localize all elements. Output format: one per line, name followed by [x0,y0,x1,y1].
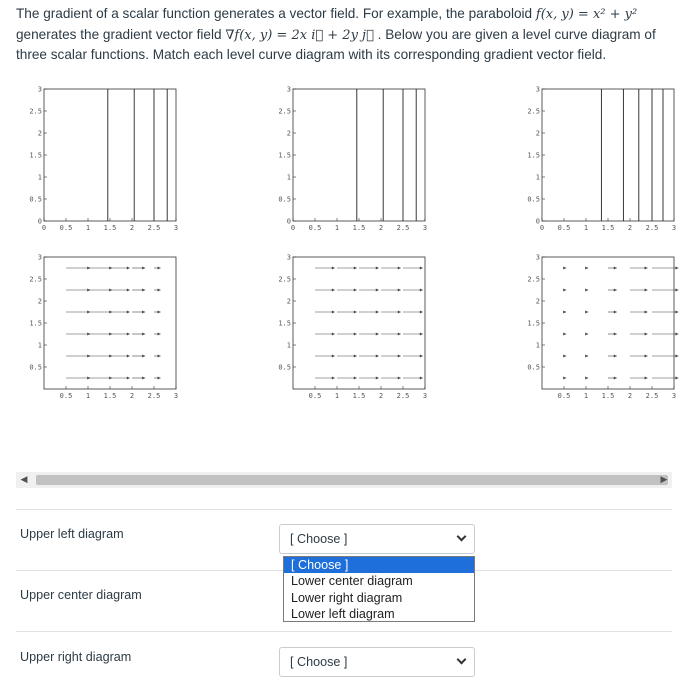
x-tick-label: 3 [422,224,428,232]
plot-frame [542,89,674,221]
arrow-head [142,311,145,314]
arrow-head [354,311,357,314]
x-tick-label: 3 [671,392,677,400]
y-tick-label: 2.5 [278,107,291,116]
y-tick-label: 1.5 [278,151,291,160]
x-tick-label: 2.5 [645,392,659,400]
arrow-head [585,311,588,314]
x-tick-label: 1.5 [103,392,117,400]
arrow-head [332,289,335,292]
y-tick-label: 3 [37,85,42,94]
x-tick-label: 3 [173,224,179,232]
y-tick-label: 1.5 [29,319,42,328]
arrow-head [563,267,566,270]
level-curve-svg [278,85,435,238]
x-tick-label: 1 [85,392,91,400]
y-tick-label: 3 [286,85,291,94]
y-tick-label: 2.5 [527,107,540,116]
dropdown-option[interactable]: Lower center diagram [291,574,413,589]
question-label-upper-right: Upper right diagram [20,650,132,664]
scroll-right-icon[interactable]: ▶ [660,475,668,485]
y-tick-label: 0 [286,217,291,226]
x-tick-label: 1 [334,224,340,232]
arrow-head [645,333,648,336]
arrow-head [614,333,617,336]
y-tick-label: 1 [535,173,540,182]
arrow-head [398,267,401,270]
y-tick-label: 2.5 [527,275,540,284]
x-tick-label: 1.5 [601,224,615,232]
arrow-head [614,311,617,314]
arrow-head [158,289,161,292]
arrow-head [142,267,145,270]
arrow-head [332,377,335,380]
arrow-head [376,333,379,336]
arrow-head [563,311,566,314]
x-tick-label: 0.5 [308,392,322,400]
x-tick-label: 0.5 [59,224,73,232]
y-tick-label: 0.5 [29,195,42,204]
arrow-head [127,267,130,270]
x-tick-label: 0 [290,224,296,232]
x-tick-label: 1.5 [601,392,615,400]
vector-field-lower-left [29,253,186,406]
x-tick-label: 1 [334,392,340,400]
y-tick-label: 2 [37,129,42,138]
arrow-head [675,333,678,336]
vector-field-lower-center [278,253,435,406]
arrow-head [585,333,588,336]
horizontal-scrollbar[interactable] [16,472,672,488]
y-tick-label: 1.5 [527,151,540,160]
arrow-head [420,289,423,292]
x-tick-label: 3 [173,392,179,400]
x-tick-label: 0.5 [557,224,571,232]
arrow-head [354,333,357,336]
arrow-head [354,267,357,270]
arrow-head [332,267,335,270]
arrow-head [675,311,678,314]
gradient-formula: ∇f(x, y) = 2x i⃗ + 2y j⃗ [225,27,374,43]
arrow-head [645,289,648,292]
arrow-head [398,333,401,336]
x-tick-label: 3 [671,224,677,232]
arrow-head [398,311,401,314]
plot-frame [293,257,425,389]
x-tick-label: 2 [627,392,633,400]
y-tick-label: 2 [535,297,540,306]
x-tick-label: 1.5 [352,224,366,232]
arrow-head [645,267,648,270]
arrow-head [675,289,678,292]
y-tick-label: 0 [37,217,42,226]
arrow-head [420,311,423,314]
y-tick-label: 2 [286,297,291,306]
select-value: [ Choose ] [290,655,348,669]
x-tick-label: 2 [129,392,135,400]
answer-dropdown-list[interactable] [283,556,475,622]
arrow-head [585,355,588,358]
plot-frame [542,257,674,389]
arrow-head [563,333,566,336]
arrow-head [127,333,130,336]
x-tick-label: 0.5 [308,224,322,232]
y-tick-label: 2.5 [29,275,42,284]
y-tick-label: 0.5 [527,195,540,204]
arrow-head [420,267,423,270]
intro-line1: The gradient of a scalar function generates a vector field. For example, the paraboloid [16,6,536,21]
plot-frame [44,89,176,221]
arrow-head [127,289,130,292]
vector-field-lower-right [527,253,684,406]
arrow-head [354,377,357,380]
y-tick-label: 2 [535,129,540,138]
arrow-head [376,377,379,380]
x-tick-label: 1.5 [352,392,366,400]
vector-field-svg [527,253,684,406]
arrow-head [142,377,145,380]
x-tick-label: 0 [539,224,545,232]
arrow-head [127,355,130,358]
arrow-head [158,355,161,358]
arrow-head [354,355,357,358]
level-curve-svg [29,85,186,238]
arrow-head [376,311,379,314]
answer-select-upper-right[interactable] [279,647,475,677]
arrow-head [614,289,617,292]
arrow-head [376,355,379,358]
x-tick-label: 2 [378,224,384,232]
plot-frame [293,89,425,221]
y-tick-label: 0.5 [29,363,42,372]
y-tick-label: 2.5 [29,107,42,116]
intro-line2-end: . Below you are given a level curve diagram of [373,26,656,42]
y-tick-label: 3 [37,253,42,262]
scroll-left-icon[interactable]: ◀ [20,475,28,485]
arrow-head [332,333,335,336]
intro-line3: three scalar functions. Match each level curve diagram with its corresponding gradient vector field. [16,47,607,62]
arrow-head [398,377,401,380]
y-tick-label: 1 [286,341,291,350]
y-tick-label: 1 [286,173,291,182]
row-divider [16,631,672,632]
arrow-head [585,289,588,292]
arrow-head [142,289,145,292]
x-tick-label: 2 [129,224,135,232]
arrow-head [142,355,145,358]
y-tick-label: 3 [535,85,540,94]
arrow-head [585,267,588,270]
x-tick-label: 2.5 [147,224,161,232]
arrow-head [563,377,566,380]
x-tick-label: 2 [378,392,384,400]
x-tick-label: 2.5 [396,224,410,232]
arrow-head [420,355,423,358]
y-tick-label: 0.5 [278,195,291,204]
arrow-head [376,289,379,292]
dropdown-option[interactable]: Lower left diagram [291,606,395,621]
x-tick-label: 1 [85,224,91,232]
arrow-head [332,311,335,314]
level-curve-upper-center [278,85,435,238]
select-value: [ Choose ] [290,532,348,546]
x-tick-label: 2 [627,224,633,232]
arrow-head [158,377,161,380]
intro-line2: generates the gradient vector field [16,26,226,42]
y-tick-label: 2 [286,129,291,138]
arrow-head [127,311,130,314]
scroll-thumb[interactable] [36,475,668,485]
y-tick-label: 1 [37,173,42,182]
level-curve-upper-left [29,85,186,238]
arrow-head [142,333,145,336]
arrow-head [645,377,648,380]
arrow-head [645,311,648,314]
answer-select-upper-left[interactable] [279,524,475,554]
arrow-head [376,267,379,270]
x-tick-label: 2.5 [396,392,410,400]
dropdown-option[interactable]: [ Choose ] [284,557,474,573]
vector-field-svg [29,253,186,406]
y-tick-label: 1.5 [527,319,540,328]
arrow-head [398,355,401,358]
x-tick-label: 3 [422,392,428,400]
x-tick-label: 0 [41,224,47,232]
arrow-head [420,377,423,380]
y-tick-label: 0.5 [527,363,540,372]
paraboloid-formula: f(x, y) = x² + y² [535,7,638,22]
plot-frame [44,257,176,389]
arrow-head [614,355,617,358]
arrow-head [563,355,566,358]
x-tick-label: 1 [583,392,589,400]
vector-field-svg [278,253,435,406]
chevron-down-icon [457,532,467,542]
x-tick-label: 0.5 [59,392,73,400]
y-tick-label: 1.5 [278,319,291,328]
x-tick-label: 1.5 [103,224,117,232]
y-tick-label: 0.5 [278,363,291,372]
arrow-head [398,289,401,292]
x-tick-label: 1 [583,224,589,232]
arrow-head [563,289,566,292]
y-tick-label: 0 [535,217,540,226]
y-tick-label: 2.5 [278,275,291,284]
arrow-head [614,377,617,380]
row-divider [16,509,672,510]
arrow-head [332,355,335,358]
question-text [16,4,676,65]
level-curve-svg [527,85,684,238]
arrow-head [675,377,678,380]
y-tick-label: 3 [286,253,291,262]
arrow-head [614,267,617,270]
arrow-head [420,333,423,336]
x-tick-label: 2.5 [147,392,161,400]
y-tick-label: 1 [37,341,42,350]
y-tick-label: 3 [535,253,540,262]
arrow-head [675,355,678,358]
arrow-head [354,289,357,292]
arrow-head [675,267,678,270]
arrow-head [158,333,161,336]
chevron-down-icon [457,655,467,665]
dropdown-option[interactable]: Lower right diagram [291,590,403,605]
y-tick-label: 1 [535,341,540,350]
question-label-upper-center: Upper center diagram [20,588,142,602]
arrow-head [585,377,588,380]
arrow-head [158,267,161,270]
y-tick-label: 1.5 [29,151,42,160]
arrow-head [158,311,161,314]
arrow-head [645,355,648,358]
level-curve-upper-right [527,85,684,238]
question-label-upper-left: Upper left diagram [20,527,124,541]
y-tick-label: 2 [37,297,42,306]
x-tick-label: 0.5 [557,392,571,400]
arrow-head [127,377,130,380]
x-tick-label: 2.5 [645,224,659,232]
